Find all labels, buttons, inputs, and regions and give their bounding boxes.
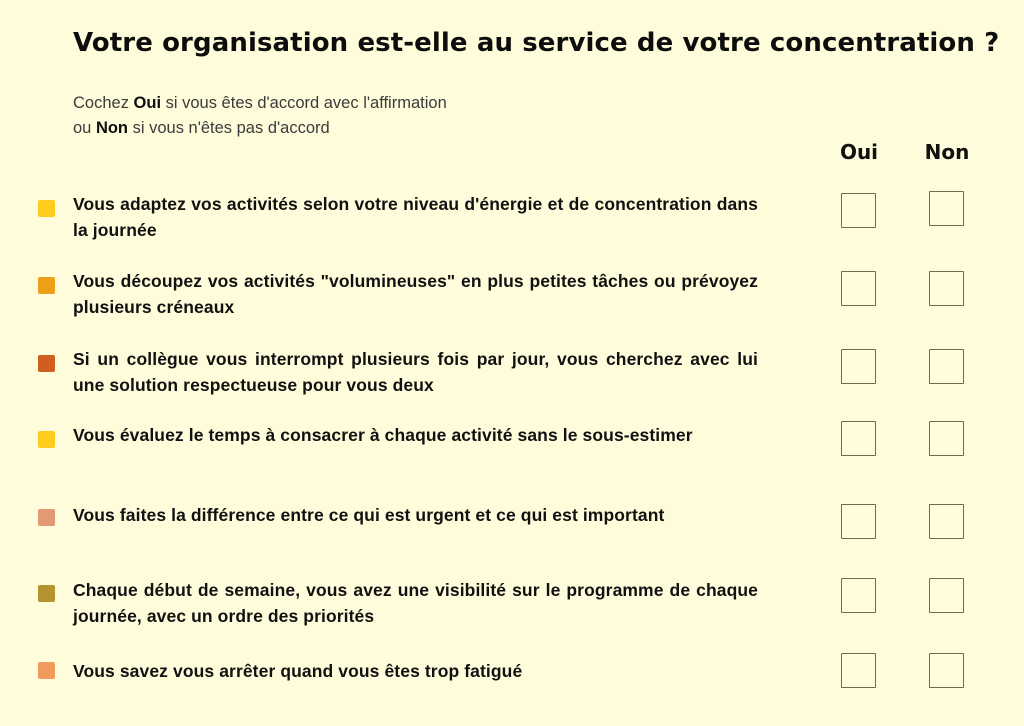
- statement-text: Vous faites la différence entre ce qui est urgent et ce qui est important: [73, 505, 665, 525]
- statement-text: Vous adaptez vos activités selon votre niveau d'énergie et de concentration dans la journée: [73, 194, 758, 240]
- statement-row-7: [0, 652, 1024, 712]
- instructions-yes-label: Oui: [133, 94, 162, 112]
- color-bullet-icon: [38, 585, 55, 602]
- color-bullet-icon: [38, 200, 55, 217]
- statement-row-5: [0, 502, 1024, 562]
- statement-row-3: [0, 345, 1024, 405]
- checkbox-oui[interactable]: [841, 653, 876, 688]
- checkbox-non[interactable]: [929, 271, 964, 306]
- statement-row-2: [0, 267, 1024, 327]
- instructions: [73, 91, 447, 141]
- checkbox-oui[interactable]: [841, 271, 876, 306]
- statement-row-6: [0, 577, 1024, 637]
- checkbox-oui[interactable]: [841, 421, 876, 456]
- statement-row-1: [0, 190, 1024, 250]
- column-header-oui: Oui: [839, 140, 879, 164]
- instructions-line-2: [73, 116, 447, 141]
- column-header-non: Non: [924, 140, 970, 164]
- color-bullet-icon: [38, 277, 55, 294]
- statement-text: Vous évaluez le temps à consacrer à chaque activité sans le sous-estimer: [73, 425, 693, 445]
- instructions-text: Cochez: [73, 94, 134, 112]
- checkbox-non[interactable]: [929, 421, 964, 456]
- checkbox-oui[interactable]: [841, 504, 876, 539]
- page-title: Votre organisation est-elle au service de votre concentration ?: [73, 28, 1000, 58]
- checkbox-non[interactable]: [929, 191, 964, 226]
- instructions-text: ou: [73, 119, 96, 137]
- statement-text: Vous savez vous arrêter quand vous êtes trop fatigué: [73, 661, 523, 681]
- checkbox-oui[interactable]: [841, 349, 876, 384]
- color-bullet-icon: [38, 355, 55, 372]
- color-bullet-icon: [38, 431, 55, 448]
- color-bullet-icon: [38, 509, 55, 526]
- instructions-line-1: [73, 91, 447, 116]
- checkbox-non[interactable]: [929, 349, 964, 384]
- instructions-no-label: Non: [95, 119, 129, 137]
- checkbox-oui[interactable]: [841, 578, 876, 613]
- statement-text: Vous découpez vos activités "volumineuses" en plus petites tâches ou prévoyez plusieurs créneaux: [73, 271, 758, 317]
- statement-text: Si un collègue vous interrompt plusieurs fois par jour, vous cherchez avec lui une solution respectueuse pour vous deux: [73, 349, 758, 395]
- checkbox-non[interactable]: [929, 653, 964, 688]
- color-bullet-icon: [38, 662, 55, 679]
- checkbox-oui[interactable]: [841, 193, 876, 228]
- statement-row-4: [0, 421, 1024, 481]
- instructions-text: si vous n'êtes pas d'accord: [128, 119, 330, 137]
- checkbox-non[interactable]: [929, 578, 964, 613]
- instructions-text: si vous êtes d'accord avec l'affirmation: [161, 94, 447, 112]
- checkbox-non[interactable]: [929, 504, 964, 539]
- statement-text: Chaque début de semaine, vous avez une visibilité sur le programme de chaque journée, avec un ordre des priorités: [73, 580, 758, 626]
